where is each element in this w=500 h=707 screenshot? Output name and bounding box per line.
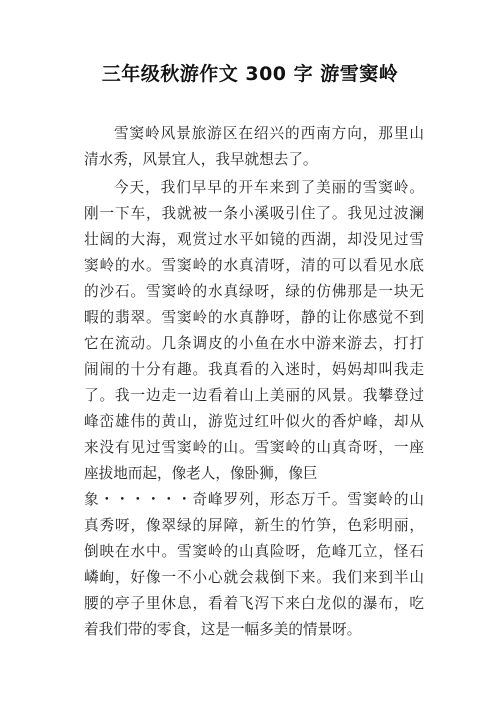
paragraph-line: 的沙石。雪窦岭的水真绿呀，绿的仿佛那是一块无: [84, 283, 424, 300]
paragraph-line: 腰的亭子里休息，看着飞泻下来白龙似的瀑布，吃: [84, 595, 424, 612]
paragraph-line: 闹闹的十分有趣。我真看的入迷时，妈妈却叫我走: [84, 361, 424, 378]
paragraph-line: 刚一下车，我就被一条小溪吸引住了。我见过波澜: [84, 205, 424, 222]
paragraph-line: 象・・・・・・奇峰罗列，形态万千。雪窦岭的山: [84, 491, 424, 508]
paragraph-line: 嶙峋，好像一不小心就会栽倒下来。我们来到半山: [84, 569, 424, 586]
paragraph-line: 清水秀，风景宜人，我早就想去了。: [84, 151, 318, 168]
paragraph-line: 座拔地而起，像老人，像卧狮，像巨: [84, 465, 318, 482]
paragraph-line: 了。我一边走一边看着山上美丽的风景。我攀登过: [84, 387, 424, 404]
paragraph-line: 着我们带的零食，这是一幅多美的情景呀。: [84, 621, 362, 638]
paragraph-line: 倒映在水中。雪窦岭的山真险呀，危峰兀立，怪石: [84, 543, 424, 560]
paragraph-line: 窦岭的水。雪窦岭的水真清呀，清的可以看见水底: [84, 257, 424, 274]
document-title: 三年级秋游作文 300 字 游雪窦岭: [101, 63, 399, 85]
paragraph-line: 暇的翡翠。雪窦岭的水真静呀，静的让你感觉不到: [84, 309, 424, 326]
paragraph-line: 雪窦岭风景旅游区在绍兴的西南方向，那里山: [114, 125, 424, 142]
paragraph-line: 峰峦雄伟的黄山，游览过红叶似火的香炉峰，却从: [84, 413, 424, 430]
paragraph-line: 来没有见过雪窦岭的山。雪窦岭的山真奇呀，一座: [84, 439, 424, 456]
paragraph-line: 真秀呀，像翠绿的屏障，新生的竹笋，色彩明丽，: [84, 517, 424, 534]
paragraph-line: 今天，我们早早的开车来到了美丽的雪窦岭。: [114, 179, 424, 196]
paragraph-line: 壮阔的大海，观赏过水平如镜的西湖，却没见过雪: [84, 231, 424, 248]
paragraph-line: 它在流动。几条调皮的小鱼在水中游来游去，打打: [84, 335, 424, 352]
